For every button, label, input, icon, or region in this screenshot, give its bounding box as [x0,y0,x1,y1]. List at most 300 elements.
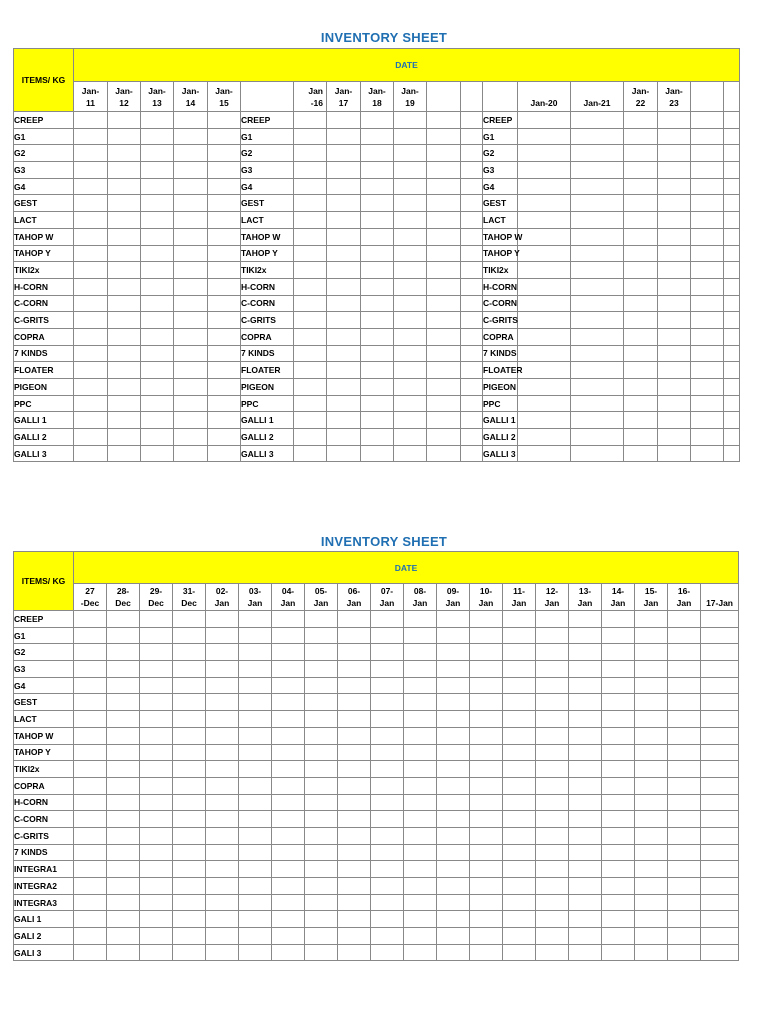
quantity-cell[interactable] [361,162,394,179]
quantity-cell[interactable] [272,744,305,761]
quantity-cell[interactable] [658,328,691,345]
quantity-cell[interactable] [361,328,394,345]
quantity-cell[interactable] [470,727,503,744]
quantity-cell[interactable] [624,345,658,362]
quantity-cell[interactable] [206,827,239,844]
quantity-cell[interactable] [691,395,724,412]
quantity-cell[interactable] [536,761,569,778]
quantity-cell[interactable] [74,878,107,895]
quantity-cell[interactable] [173,661,206,678]
quantity-cell[interactable] [461,228,483,245]
quantity-cell[interactable] [437,677,470,694]
quantity-cell[interactable] [404,727,437,744]
quantity-cell[interactable] [658,128,691,145]
quantity-cell[interactable] [470,644,503,661]
quantity-cell[interactable] [571,429,624,446]
quantity-cell[interactable] [724,379,740,396]
quantity-cell[interactable] [361,395,394,412]
quantity-cell[interactable] [602,761,635,778]
quantity-cell[interactable] [437,827,470,844]
quantity-cell[interactable] [470,894,503,911]
quantity-cell[interactable] [272,694,305,711]
quantity-cell[interactable] [503,861,536,878]
quantity-cell[interactable] [74,844,107,861]
quantity-cell[interactable] [361,345,394,362]
quantity-cell[interactable] [140,727,173,744]
quantity-cell[interactable] [174,145,208,162]
quantity-cell[interactable] [536,711,569,728]
quantity-cell[interactable] [294,195,327,212]
quantity-cell[interactable] [107,694,140,711]
quantity-cell[interactable] [404,694,437,711]
quantity-cell[interactable] [427,228,461,245]
quantity-cell[interactable] [338,727,371,744]
quantity-cell[interactable] [74,611,107,628]
quantity-cell[interactable] [602,644,635,661]
quantity-cell[interactable] [635,928,668,945]
quantity-cell[interactable] [140,894,173,911]
quantity-cell[interactable] [536,744,569,761]
quantity-cell[interactable] [724,412,740,429]
quantity-cell[interactable] [624,145,658,162]
quantity-cell[interactable] [239,928,272,945]
quantity-cell[interactable] [208,412,241,429]
quantity-cell[interactable] [239,744,272,761]
quantity-cell[interactable] [173,611,206,628]
quantity-cell[interactable] [394,228,427,245]
quantity-cell[interactable] [173,677,206,694]
quantity-cell[interactable] [518,162,571,179]
quantity-cell[interactable] [394,278,427,295]
quantity-cell[interactable] [668,928,701,945]
quantity-cell[interactable] [518,112,571,129]
quantity-cell[interactable] [327,278,361,295]
quantity-cell[interactable] [404,844,437,861]
quantity-cell[interactable] [470,911,503,928]
quantity-cell[interactable] [624,312,658,329]
quantity-cell[interactable] [724,245,740,262]
quantity-cell[interactable] [371,661,404,678]
quantity-cell[interactable] [691,429,724,446]
quantity-cell[interactable] [174,295,208,312]
quantity-cell[interactable] [624,162,658,179]
quantity-cell[interactable] [701,677,739,694]
quantity-cell[interactable] [569,928,602,945]
quantity-cell[interactable] [371,627,404,644]
quantity-cell[interactable] [427,162,461,179]
quantity-cell[interactable] [635,727,668,744]
quantity-cell[interactable] [74,677,107,694]
quantity-cell[interactable] [173,744,206,761]
quantity-cell[interactable] [658,345,691,362]
quantity-cell[interactable] [602,911,635,928]
quantity-cell[interactable] [427,379,461,396]
quantity-cell[interactable] [503,827,536,844]
quantity-cell[interactable] [140,827,173,844]
quantity-cell[interactable] [503,727,536,744]
quantity-cell[interactable] [470,944,503,961]
quantity-cell[interactable] [208,328,241,345]
quantity-cell[interactable] [701,611,739,628]
quantity-cell[interactable] [658,228,691,245]
quantity-cell[interactable] [173,861,206,878]
quantity-cell[interactable] [327,362,361,379]
quantity-cell[interactable] [635,811,668,828]
quantity-cell[interactable] [536,894,569,911]
quantity-cell[interactable] [503,711,536,728]
quantity-cell[interactable] [338,777,371,794]
quantity-cell[interactable] [624,295,658,312]
quantity-cell[interactable] [305,911,338,928]
quantity-cell[interactable] [108,112,141,129]
quantity-cell[interactable] [173,844,206,861]
quantity-cell[interactable] [141,412,174,429]
quantity-cell[interactable] [239,894,272,911]
quantity-cell[interactable] [624,112,658,129]
quantity-cell[interactable] [394,345,427,362]
quantity-cell[interactable] [701,878,739,895]
quantity-cell[interactable] [668,694,701,711]
quantity-cell[interactable] [294,128,327,145]
quantity-cell[interactable] [140,844,173,861]
quantity-cell[interactable] [569,827,602,844]
quantity-cell[interactable] [571,295,624,312]
quantity-cell[interactable] [107,711,140,728]
quantity-cell[interactable] [668,677,701,694]
quantity-cell[interactable] [327,162,361,179]
quantity-cell[interactable] [108,328,141,345]
quantity-cell[interactable] [518,295,571,312]
quantity-cell[interactable] [691,345,724,362]
quantity-cell[interactable] [503,644,536,661]
quantity-cell[interactable] [569,944,602,961]
quantity-cell[interactable] [338,611,371,628]
quantity-cell[interactable] [437,711,470,728]
quantity-cell[interactable] [74,245,108,262]
quantity-cell[interactable] [503,677,536,694]
quantity-cell[interactable] [294,145,327,162]
quantity-cell[interactable] [327,245,361,262]
quantity-cell[interactable] [691,128,724,145]
quantity-cell[interactable] [239,611,272,628]
quantity-cell[interactable] [602,611,635,628]
quantity-cell[interactable] [74,928,107,945]
quantity-cell[interactable] [141,262,174,279]
quantity-cell[interactable] [569,627,602,644]
quantity-cell[interactable] [658,395,691,412]
quantity-cell[interactable] [624,245,658,262]
quantity-cell[interactable] [624,212,658,229]
quantity-cell[interactable] [635,661,668,678]
quantity-cell[interactable] [294,429,327,446]
quantity-cell[interactable] [272,844,305,861]
quantity-cell[interactable] [437,861,470,878]
quantity-cell[interactable] [108,429,141,446]
quantity-cell[interactable] [174,212,208,229]
quantity-cell[interactable] [724,295,740,312]
quantity-cell[interactable] [668,944,701,961]
quantity-cell[interactable] [305,944,338,961]
quantity-cell[interactable] [635,644,668,661]
quantity-cell[interactable] [404,911,437,928]
quantity-cell[interactable] [174,228,208,245]
quantity-cell[interactable] [74,861,107,878]
quantity-cell[interactable] [141,445,174,462]
quantity-cell[interactable] [691,112,724,129]
quantity-cell[interactable] [173,711,206,728]
quantity-cell[interactable] [518,278,571,295]
quantity-cell[interactable] [74,894,107,911]
quantity-cell[interactable] [294,345,327,362]
quantity-cell[interactable] [108,262,141,279]
quantity-cell[interactable] [338,694,371,711]
quantity-cell[interactable] [635,827,668,844]
quantity-cell[interactable] [272,811,305,828]
quantity-cell[interactable] [74,345,108,362]
quantity-cell[interactable] [371,911,404,928]
quantity-cell[interactable] [701,727,739,744]
quantity-cell[interactable] [724,145,740,162]
quantity-cell[interactable] [635,911,668,928]
quantity-cell[interactable] [658,362,691,379]
quantity-cell[interactable] [327,128,361,145]
quantity-cell[interactable] [437,727,470,744]
quantity-cell[interactable] [206,661,239,678]
quantity-cell[interactable] [140,878,173,895]
quantity-cell[interactable] [272,761,305,778]
quantity-cell[interactable] [470,677,503,694]
quantity-cell[interactable] [602,777,635,794]
quantity-cell[interactable] [361,112,394,129]
quantity-cell[interactable] [635,944,668,961]
quantity-cell[interactable] [239,677,272,694]
quantity-cell[interactable] [173,794,206,811]
quantity-cell[interactable] [294,295,327,312]
quantity-cell[interactable] [174,245,208,262]
quantity-cell[interactable] [461,145,483,162]
quantity-cell[interactable] [174,312,208,329]
quantity-cell[interactable] [724,278,740,295]
quantity-cell[interactable] [140,661,173,678]
quantity-cell[interactable] [338,761,371,778]
quantity-cell[interactable] [437,644,470,661]
quantity-cell[interactable] [305,811,338,828]
quantity-cell[interactable] [208,379,241,396]
quantity-cell[interactable] [518,245,571,262]
quantity-cell[interactable] [404,811,437,828]
quantity-cell[interactable] [371,861,404,878]
quantity-cell[interactable] [327,412,361,429]
quantity-cell[interactable] [470,861,503,878]
quantity-cell[interactable] [470,928,503,945]
quantity-cell[interactable] [658,412,691,429]
quantity-cell[interactable] [74,429,108,446]
quantity-cell[interactable] [569,611,602,628]
quantity-cell[interactable] [371,644,404,661]
quantity-cell[interactable] [569,894,602,911]
quantity-cell[interactable] [724,162,740,179]
quantity-cell[interactable] [239,694,272,711]
quantity-cell[interactable] [518,412,571,429]
quantity-cell[interactable] [208,295,241,312]
quantity-cell[interactable] [338,794,371,811]
quantity-cell[interactable] [141,112,174,129]
quantity-cell[interactable] [427,128,461,145]
quantity-cell[interactable] [338,928,371,945]
quantity-cell[interactable] [272,928,305,945]
quantity-cell[interactable] [427,412,461,429]
quantity-cell[interactable] [536,861,569,878]
quantity-cell[interactable] [394,412,427,429]
quantity-cell[interactable] [206,811,239,828]
quantity-cell[interactable] [437,694,470,711]
quantity-cell[interactable] [427,212,461,229]
quantity-cell[interactable] [272,911,305,928]
quantity-cell[interactable] [371,711,404,728]
quantity-cell[interactable] [141,162,174,179]
quantity-cell[interactable] [174,445,208,462]
quantity-cell[interactable] [174,362,208,379]
quantity-cell[interactable] [602,694,635,711]
quantity-cell[interactable] [305,727,338,744]
quantity-cell[interactable] [361,128,394,145]
quantity-cell[interactable] [635,794,668,811]
quantity-cell[interactable] [691,295,724,312]
quantity-cell[interactable] [208,145,241,162]
quantity-cell[interactable] [74,145,108,162]
quantity-cell[interactable] [691,312,724,329]
quantity-cell[interactable] [371,744,404,761]
quantity-cell[interactable] [107,644,140,661]
quantity-cell[interactable] [239,777,272,794]
quantity-cell[interactable] [724,445,740,462]
quantity-cell[interactable] [571,178,624,195]
quantity-cell[interactable] [272,627,305,644]
quantity-cell[interactable] [701,661,739,678]
quantity-cell[interactable] [602,811,635,828]
quantity-cell[interactable] [701,644,739,661]
quantity-cell[interactable] [394,379,427,396]
quantity-cell[interactable] [569,694,602,711]
quantity-cell[interactable] [668,727,701,744]
quantity-cell[interactable] [668,878,701,895]
quantity-cell[interactable] [394,295,427,312]
quantity-cell[interactable] [294,162,327,179]
quantity-cell[interactable] [327,328,361,345]
quantity-cell[interactable] [701,894,739,911]
quantity-cell[interactable] [327,345,361,362]
quantity-cell[interactable] [141,295,174,312]
quantity-cell[interactable] [691,162,724,179]
quantity-cell[interactable] [371,944,404,961]
quantity-cell[interactable] [518,362,571,379]
quantity-cell[interactable] [571,445,624,462]
quantity-cell[interactable] [338,711,371,728]
quantity-cell[interactable] [658,245,691,262]
quantity-cell[interactable] [394,128,427,145]
quantity-cell[interactable] [470,777,503,794]
quantity-cell[interactable] [327,178,361,195]
quantity-cell[interactable] [140,777,173,794]
quantity-cell[interactable] [668,661,701,678]
quantity-cell[interactable] [327,145,361,162]
quantity-cell[interactable] [74,178,108,195]
quantity-cell[interactable] [437,661,470,678]
quantity-cell[interactable] [74,761,107,778]
quantity-cell[interactable] [503,811,536,828]
quantity-cell[interactable] [724,328,740,345]
quantity-cell[interactable] [635,744,668,761]
quantity-cell[interactable] [569,861,602,878]
quantity-cell[interactable] [437,911,470,928]
quantity-cell[interactable] [602,827,635,844]
quantity-cell[interactable] [173,827,206,844]
quantity-cell[interactable] [571,228,624,245]
quantity-cell[interactable] [338,944,371,961]
quantity-cell[interactable] [394,112,427,129]
quantity-cell[interactable] [635,844,668,861]
quantity-cell[interactable] [461,162,483,179]
quantity-cell[interactable] [361,429,394,446]
quantity-cell[interactable] [74,128,108,145]
quantity-cell[interactable] [74,794,107,811]
quantity-cell[interactable] [404,827,437,844]
quantity-cell[interactable] [394,262,427,279]
quantity-cell[interactable] [107,844,140,861]
quantity-cell[interactable] [239,627,272,644]
quantity-cell[interactable] [107,744,140,761]
quantity-cell[interactable] [108,295,141,312]
quantity-cell[interactable] [427,395,461,412]
quantity-cell[interactable] [668,611,701,628]
quantity-cell[interactable] [437,894,470,911]
quantity-cell[interactable] [74,162,108,179]
quantity-cell[interactable] [107,827,140,844]
quantity-cell[interactable] [108,395,141,412]
quantity-cell[interactable] [305,694,338,711]
quantity-cell[interactable] [461,295,483,312]
quantity-cell[interactable] [571,412,624,429]
quantity-cell[interactable] [206,794,239,811]
quantity-cell[interactable] [174,328,208,345]
quantity-cell[interactable] [272,861,305,878]
quantity-cell[interactable] [724,195,740,212]
quantity-cell[interactable] [569,711,602,728]
quantity-cell[interactable] [327,112,361,129]
quantity-cell[interactable] [361,195,394,212]
quantity-cell[interactable] [206,694,239,711]
quantity-cell[interactable] [173,811,206,828]
quantity-cell[interactable] [107,727,140,744]
quantity-cell[interactable] [173,727,206,744]
quantity-cell[interactable] [108,379,141,396]
quantity-cell[interactable] [571,379,624,396]
quantity-cell[interactable] [74,661,107,678]
quantity-cell[interactable] [518,212,571,229]
quantity-cell[interactable] [294,445,327,462]
quantity-cell[interactable] [461,195,483,212]
quantity-cell[interactable] [141,178,174,195]
quantity-cell[interactable] [461,245,483,262]
quantity-cell[interactable] [206,727,239,744]
quantity-cell[interactable] [536,644,569,661]
quantity-cell[interactable] [569,677,602,694]
quantity-cell[interactable] [108,145,141,162]
quantity-cell[interactable] [108,278,141,295]
quantity-cell[interactable] [173,894,206,911]
quantity-cell[interactable] [569,811,602,828]
quantity-cell[interactable] [140,627,173,644]
